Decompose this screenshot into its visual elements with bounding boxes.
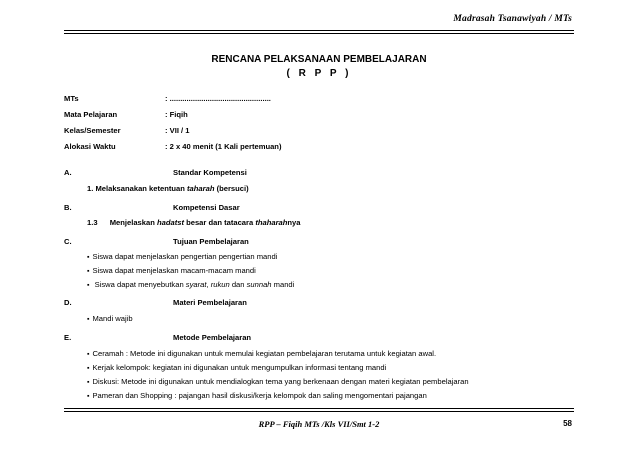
identity-value: : VII / 1 <box>165 126 190 135</box>
text-italic: taharah <box>187 184 215 193</box>
section-letter: C. <box>64 237 72 246</box>
item-number: 1.3 <box>87 218 98 227</box>
section-name: Standar Kompetensi <box>173 168 247 177</box>
text-italic: thaharah <box>255 218 288 227</box>
identity-label: Mata Pelajaran <box>64 110 118 119</box>
text-italic: rukun <box>210 280 230 289</box>
text: 1. Melaksanakan ketentuan <box>87 184 188 193</box>
text: Menjelaskan <box>109 218 157 227</box>
section-letter: B. <box>64 203 72 212</box>
text-italic: syarat <box>185 280 207 289</box>
identity-label: Kelas/Semester <box>64 126 121 135</box>
text-italic: hadatst <box>156 218 184 227</box>
section-name: Kompetensi Dasar <box>173 203 240 212</box>
section-c-item <box>87 280 294 289</box>
header-rule <box>64 30 574 31</box>
header-rule-thin <box>64 33 574 34</box>
text: besar dan tatacara <box>183 218 256 227</box>
section-e-item: ▪ Ceramah : Metode ini digunakan untuk memulai kegiatan pembelajaran terutama untuk kegiatan awal. <box>87 349 436 358</box>
section-name: Materi Pembelajaran <box>173 298 247 307</box>
identity-label: Alokasi Waktu <box>64 142 116 151</box>
text: nya <box>287 218 301 227</box>
text-italic: sunnah <box>246 280 272 289</box>
section-e-item: ▪ Diskusi: Metode ini digunakan untuk mendialogkan tema yang berkenaan dengan materi kegiatan pembelajaran <box>87 377 469 386</box>
text: Siswa dapat menyebutkan <box>94 280 186 289</box>
text: dan <box>229 280 247 289</box>
footer-rule-thin <box>64 411 574 412</box>
footer-text: RPP – Fiqih MTs /Kls VII/Smt 1-2 <box>258 419 380 429</box>
section-e-item: ▪ Pameran dan Shopping : pajangan hasil diskusi/kerja kelompok dan saling mengomentari pajangan <box>87 391 427 400</box>
document-title: RENCANA PELAKSANAAN PEMBELAJARAN <box>211 54 427 65</box>
section-letter: A. <box>64 168 72 177</box>
section-e-item: ▪ Kerjak kelompok: kegiatan ini digunakan untuk mengumpulkan informasi tentang mandi <box>87 363 386 372</box>
identity-value: : ................................................ <box>165 94 271 103</box>
text: , <box>206 280 211 289</box>
header-school-name: Madrasah Tsanawiyah / MTs <box>453 14 572 24</box>
text: (bersuci) <box>214 184 249 193</box>
section-a-item <box>87 184 249 193</box>
section-b-item <box>87 218 301 227</box>
section-c-item: ▪ Siswa dapat menjelaskan pengertian pengertian mandi <box>87 252 277 261</box>
footer-rule <box>64 408 574 409</box>
section-name: Metode Pembelajaran <box>173 333 252 342</box>
text: mandi <box>271 280 295 289</box>
section-letter: D. <box>64 298 72 307</box>
section-name: Tujuan Pembelajaran <box>173 237 249 246</box>
document-subtitle: ( R P P ) <box>286 68 352 79</box>
section-d-item: ▪ Mandi wajib <box>87 314 133 323</box>
identity-label: MTs <box>64 94 79 103</box>
section-c-item: ▪ Siswa dapat menjelaskan macam-macam mandi <box>87 266 256 275</box>
identity-value: : 2 x 40 menit (1 Kali pertemuan) <box>165 142 282 151</box>
identity-value: : Fiqih <box>165 110 188 119</box>
section-letter: E. <box>64 333 72 342</box>
page-number: 58 <box>563 419 572 428</box>
